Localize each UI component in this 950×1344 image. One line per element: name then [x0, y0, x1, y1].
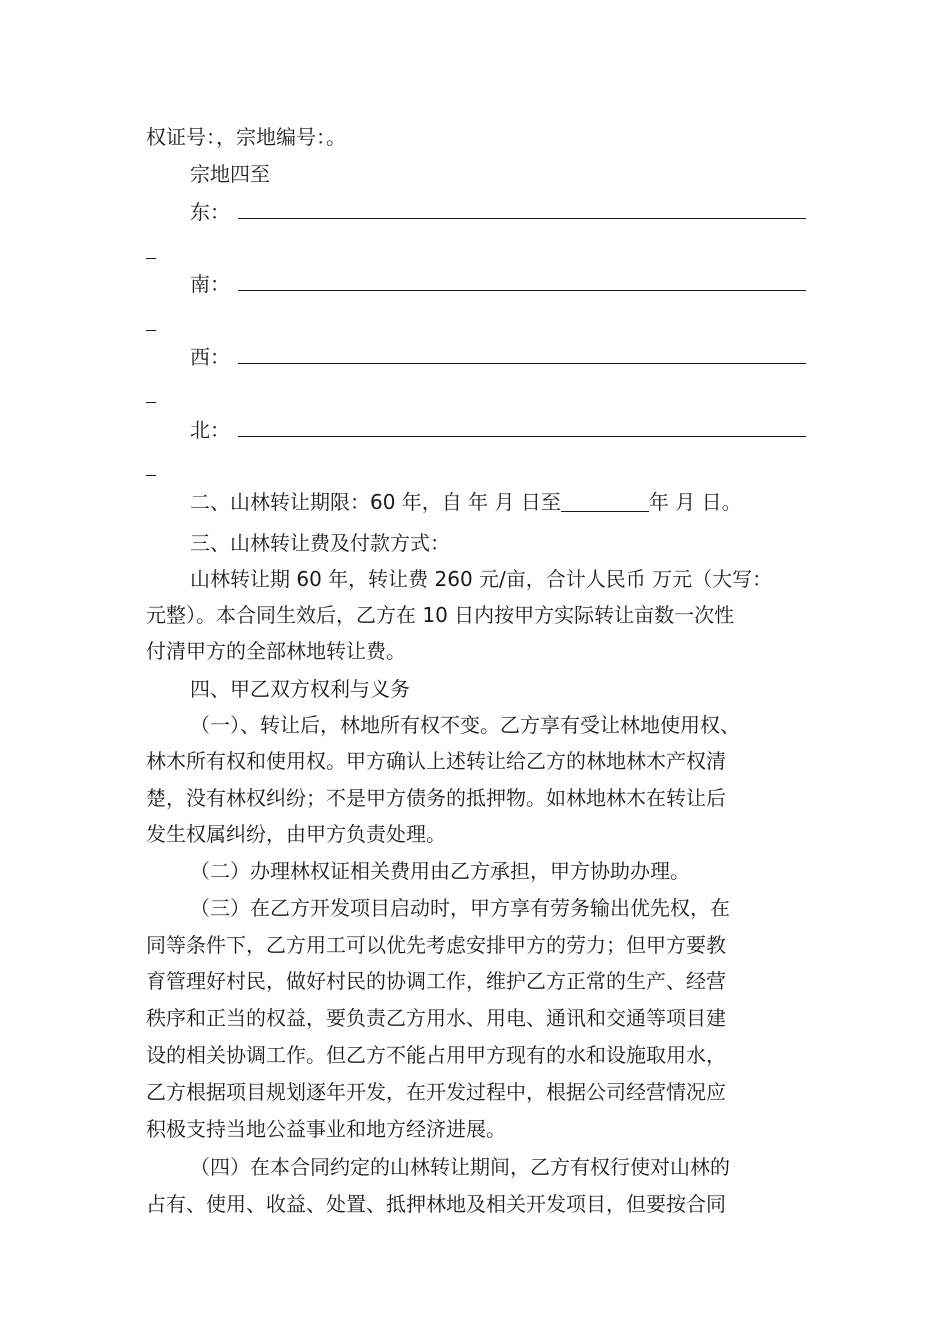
clause-3-line: 育管理好村民，做好村民的协调工作，维护乙方正常的生产、经营 [146, 969, 726, 993]
boundary-east-blank-tail [146, 258, 156, 259]
clause-1-line: 林木所有权和使用权。甲方确认上述转让给乙方的林地林木产权清 [146, 749, 726, 773]
clause-3-line: 同等条件下，乙方用工可以优先考虑安排甲方的劳力；但甲方要教 [146, 933, 726, 957]
fee-paragraph-line: 元整）。本合同生效后，乙方在 10 日内按甲方实际转让亩数一次性 [146, 603, 735, 627]
boundary-south-blank-tail [146, 330, 156, 331]
boundary-north-blank-tail [146, 475, 156, 476]
transfer-term-text-end: 年 月 日。 [648, 490, 742, 514]
boundary-south-blank [238, 290, 806, 291]
clause-3-line: 乙方根据项目规划逐年开发，在开发过程中，根据公司经营情况应 [146, 1080, 726, 1104]
clause-1-line: 楚，没有林权纠纷；不是甲方债务的抵押物。如林地林木在转让后 [146, 786, 726, 810]
boundary-west-blank [238, 363, 806, 364]
clause-2-line: （二）办理林权证相关费用由乙方承担，甲方协助办理。 [190, 859, 690, 883]
boundary-north-blank [238, 436, 806, 437]
clause-4-line: 占有、使用、收益、处置、抵押林地及相关开发项目，但要按合同 [146, 1192, 726, 1216]
boundary-east-label: 东： [190, 200, 230, 224]
boundary-north-label: 北： [190, 418, 230, 442]
fee-paragraph-line: 山林转让期 60 年，转让费 260 元/亩，合计人民币 万元（大写： [190, 567, 773, 591]
end-date-blank [561, 491, 649, 512]
clause-1-line: （一）、转让后，林地所有权不变。乙方享有受让林地使用权、 [190, 713, 740, 737]
boundary-east-blank [238, 218, 806, 219]
boundary-south-label: 南： [190, 272, 230, 296]
fee-paragraph-line: 付清甲方的全部林地转让费。 [146, 639, 406, 663]
clause-3-line: （三）在乙方开发项目启动时，甲方享有劳务输出优先权，在 [190, 896, 730, 920]
clause-3-line: 积极支持当地公益事业和地方经济进展。 [146, 1117, 506, 1141]
transfer-term-text: 二、山林转让期限：60 年，自 年 月 日至 [190, 490, 561, 514]
clause-4-line: （四）在本合同约定的山林转让期间，乙方有权行使对山林的 [190, 1155, 730, 1179]
rights-heading: 四、甲乙双方权利与义务 [190, 677, 410, 701]
clause-3-line: 设的相关协调工作。但乙方不能占用甲方现有的水和设施取用水， [146, 1043, 726, 1067]
boundary-west-blank-tail [146, 402, 156, 403]
transfer-term-clause [190, 490, 742, 514]
clause-1-line: 发生权属纠纷，由甲方负责处理。 [146, 822, 446, 846]
boundary-west-label: 西： [190, 345, 230, 369]
cert-number-line: 权证号：，宗地编号：。 [146, 125, 346, 149]
boundaries-heading: 宗地四至 [190, 162, 270, 186]
clause-3-line: 秩序和正当的权益，要负责乙方用水、用电、通讯和交通等项目建 [146, 1006, 726, 1030]
fee-heading: 三、山林转让费及付款方式： [190, 531, 450, 555]
